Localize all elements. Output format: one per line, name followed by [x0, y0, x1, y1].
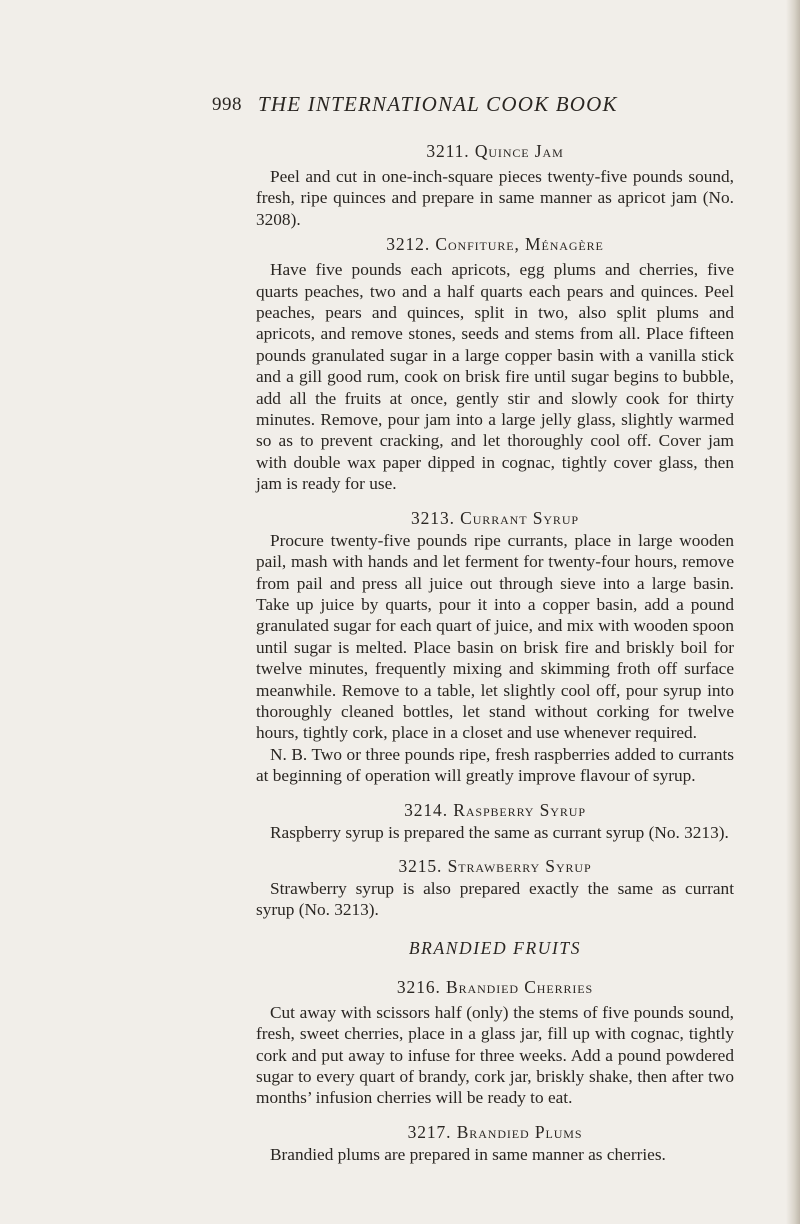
- page-header: [212, 92, 672, 122]
- page-number: 998: [212, 94, 242, 115]
- running-title: THE INTERNATIONAL COOK BOOK: [258, 92, 618, 116]
- recipe-heading-3216: 3216. Brandied Cherries: [396, 976, 594, 997]
- recipe-text-3213: Procure twenty-five pounds ripe currants, place in large wooden pail, mash with hands and let ferment for twenty-four hours, remove from pail and press all juice out through sieve into a large basin. Take up juice by quarts, pour it into a copper basin, add a pound granulated sugar for each quart of juice, and mix with wooden spoon until sugar is melted. Place basin on brisk fire and briskly boil for twelve minutes, frequently mixing and skimming froth off surface meanwhile. Remove to a table, let slightly cool off, pour syrup into thoroughly cleaned bottles, let stand without corking for twelve hours, tightly cork, place in a closet and use whenever required.: [256, 530, 734, 743]
- recipe-heading-3211: 3211. Quince Jam: [426, 141, 564, 161]
- page-content: [256, 140, 734, 1165]
- recipe-heading-3215: 3215. Strawberry Syrup: [398, 855, 592, 876]
- recipe-heading-3212: 3212. Confiture, Ménagère: [386, 234, 604, 255]
- recipe-heading-3217: 3217. Brandied Plums: [407, 1121, 583, 1142]
- recipe-text-3215: Strawberry syrup is also prepared exactly the same as currant syrup (No. 3213).: [256, 878, 734, 920]
- recipe-text-3217: Brandied plums are prepared in same manner as cherries.: [270, 1144, 666, 1164]
- recipe-note-3213: N. B. Two or three pounds ripe, fresh raspberries added to currants at beginning of operation will greatly improve flavour of syrup.: [256, 744, 734, 786]
- section-title: BRANDIED FRUITS: [408, 937, 582, 958]
- recipe-text-3214: Raspberry syrup is prepared the same as currant syrup (No. 3213).: [270, 822, 729, 842]
- page-edge-shadow: [786, 0, 800, 1224]
- recipe-heading-3213: 3213. Currant Syrup: [411, 507, 579, 528]
- recipe-text-3216: Cut away with scissors half (only) the stems of five pounds sound, fresh, sweet cherries, place in a glass jar, fill up with cognac, tightly cork and put away to infuse for three weeks. Add a pound powdered sugar to every quart of brandy, cork jar, briskly shake, then after two months’ infusion cherries will be ready to eat.: [256, 1002, 734, 1108]
- recipe-text-3211: Peel and cut in one-inch-square pieces twenty-five pounds sound, fresh, ripe quinces and prepare in same manner as apricot jam (No. 3208).: [256, 167, 734, 229]
- recipe-text-3212: Have five pounds each apricots, egg plums and cherries, five quarts peaches, two and a half quarts each pears and quinces. Peel peaches, pears and quinces, split in two, also split plums and apricots, and remove stones, seeds and stems from all. Place fifteen pounds granulated sugar in a large copper basin with a vanilla stick and a gill good rum, cook on brisk fire until sugar begins to bubble, add all the fruits at once, gently stir and slowly cook for thirty minutes. Remove, pour jam into a large jelly glass, slightly warmed so as to prevent cracking, and let thoroughly cool off. Cover jam with double wax paper dipped in cognac, tightly cover glass, then jam is ready for use.: [256, 260, 734, 494]
- recipe-heading-3214: 3214. Raspberry Syrup: [404, 799, 586, 820]
